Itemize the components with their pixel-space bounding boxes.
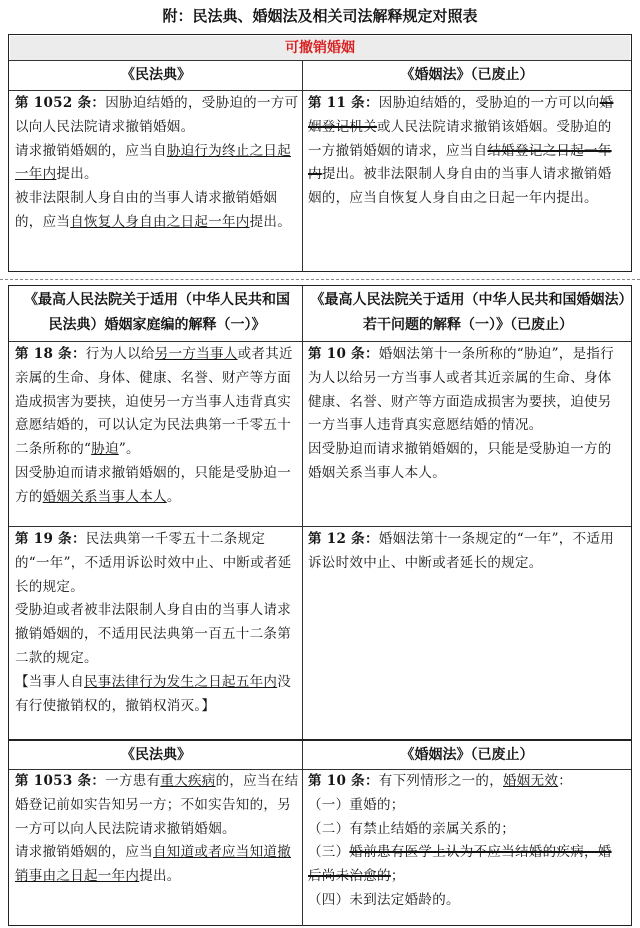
section2-row2-left-cell bbox=[15, 528, 299, 718]
underlined-text: 婚姻无效 bbox=[503, 773, 559, 789]
section1-right-header: 《婚姻法》（已废止） bbox=[400, 67, 534, 83]
text: 提出。 bbox=[139, 868, 181, 885]
article-number: 第 10 条： bbox=[308, 773, 379, 789]
text: 请求撤销婚姻的，应当自 bbox=[15, 142, 167, 159]
underlined-text: 婚姻关系当事人本人 bbox=[42, 488, 167, 505]
article-number: 第 18 条： bbox=[15, 346, 86, 362]
text: 行为人以给 bbox=[85, 346, 155, 362]
article-number: 第 10 条： bbox=[308, 346, 379, 362]
text: 。 bbox=[166, 488, 181, 505]
underlined-text: 民事法律行为发生之日起五年内 bbox=[84, 673, 278, 690]
list-item bbox=[308, 841, 624, 889]
text: 没有行使撤销权的，撤销权消灭。】 bbox=[15, 673, 292, 714]
section1-left-header: 《民法典》 bbox=[121, 67, 191, 83]
section1-right-cell bbox=[308, 92, 624, 211]
text: 因受胁迫而请求撤销婚姻的，只能是受胁迫一方的婚姻关系当事人本人。 bbox=[308, 441, 612, 481]
section1-left-cell bbox=[15, 92, 299, 235]
article-number: 第 1053 条： bbox=[15, 773, 106, 789]
text: 婚姻法第十一条所称的“胁迫”，是指行为人以给另一方当事人或者其近亲属的生命、身体健康、名誉、财产等方面造成损害为要挟，迫使另一方当事人违背真实意愿结婚的情况。 bbox=[308, 346, 614, 434]
article-number: 第 19 条： bbox=[15, 531, 86, 547]
underlined-text: 胁迫行为终止之日起一年内 bbox=[15, 142, 292, 183]
text: 被非法限制人身自由的当事人请求撤销婚姻的，应当 bbox=[15, 190, 278, 230]
list-item: （一）重婚的； bbox=[308, 796, 405, 813]
struck-text: 婚前患有医学上认为不应当结婚的疾病，婚后尚未治愈的 bbox=[308, 844, 612, 885]
text: 因胁迫结婚的，受胁迫的一方可以向 bbox=[378, 95, 600, 111]
text: （三） bbox=[308, 844, 350, 861]
section2-left-header: 《最高人民法院关于适用（中华人民共和国民法典）婚姻家庭编的解释（一）》 bbox=[24, 292, 290, 333]
page-title: 附：民法典、婚姻法及相关司法解释规定对照表 bbox=[162, 7, 478, 25]
text: 或者其近亲属的生命、身体、健康、名誉、财产等方面造成损害为要挟，迫使另一方当事人违背真实意愿结婚的，可以认定为民法典第一千零五十二条所称的“ bbox=[15, 346, 293, 458]
article-number: 第 11 条： bbox=[308, 95, 379, 111]
text: 或人民法院请求撤销该婚姻。受胁迫的一方撤销婚姻的请求，应当自 bbox=[308, 118, 612, 159]
text: 提出。 bbox=[249, 213, 292, 230]
section2-row1-left-cell bbox=[15, 343, 299, 510]
section3-right-cell bbox=[308, 770, 624, 913]
underlined-text: 自恢复人身自由之日起一年内 bbox=[70, 213, 250, 230]
section3-left-cell bbox=[15, 770, 299, 889]
section2-right-header: 《最高人民法院关于适用（中华人民共和国婚姻法）若干问题的解释（一）》（已废止） bbox=[310, 292, 626, 333]
text: 受胁迫或者被非法限制人身自由的当事人请求撤销婚姻的，不适用民法典第一百五十二条第二款的规定。 bbox=[15, 602, 291, 666]
section1-band: 可撤销婚姻 bbox=[10, 36, 630, 60]
section2-row2-right-cell bbox=[308, 528, 624, 576]
underlined-text: 另一方当事人 bbox=[154, 346, 238, 362]
text: 因受胁迫而请求撤销婚姻的，只能是受胁迫一方的 bbox=[15, 464, 291, 505]
struck-text: 结婚登记之日起一年内 bbox=[308, 142, 612, 183]
underlined-text: 自知道或者应当知道撤销事由之日起一年内 bbox=[15, 844, 291, 885]
text: 【当事人自 bbox=[15, 673, 84, 690]
text: 因胁迫结婚的，受胁迫的一方可以向人民法院请求撤销婚姻。 bbox=[15, 95, 299, 135]
text: ； bbox=[390, 868, 405, 885]
text: ”。 bbox=[118, 441, 140, 458]
list-item: （四）未到法定婚龄的。 bbox=[308, 891, 460, 908]
section3-right-header: 《婚姻法》（已废止） bbox=[400, 747, 534, 763]
text: 请求撤销婚姻的，应当 bbox=[15, 844, 153, 861]
article-number: 第 12 条： bbox=[308, 531, 379, 547]
struck-text: 婚姻登记机关 bbox=[308, 95, 614, 135]
underlined-text: 胁迫 bbox=[91, 441, 119, 458]
text: 提出。被非法限制人身自由的当事人请求撤销婚姻的，应当自恢复人身自由之日起一年内提出。 bbox=[308, 166, 612, 207]
text: 民法典第一千零五十二条规定的“一年”，不适用诉讼时效中止、中断或者延长的规定。 bbox=[15, 531, 292, 595]
list-item: （二）有禁止结婚的亲属关系的； bbox=[308, 820, 515, 837]
section2-row1-right-cell bbox=[308, 343, 624, 486]
section3-left-header: 《民法典》 bbox=[121, 747, 191, 763]
text: 一方患有 bbox=[105, 773, 161, 789]
text: 提出。 bbox=[56, 166, 98, 183]
article-number: 第 1052 条： bbox=[15, 95, 106, 111]
text: 的，应当在结婚登记前如实告知另一方；不如实告知的，另一方可以向人民法院请求撤销婚姻。 bbox=[15, 773, 299, 837]
text: ： bbox=[558, 773, 573, 789]
text: 婚姻法第十一条规定的“一年”，不适用诉讼时效中止、中断或者延长的规定。 bbox=[308, 531, 614, 571]
underlined-text: 重大疾病 bbox=[160, 773, 216, 789]
text: 有下列情形之一的， bbox=[378, 773, 503, 789]
